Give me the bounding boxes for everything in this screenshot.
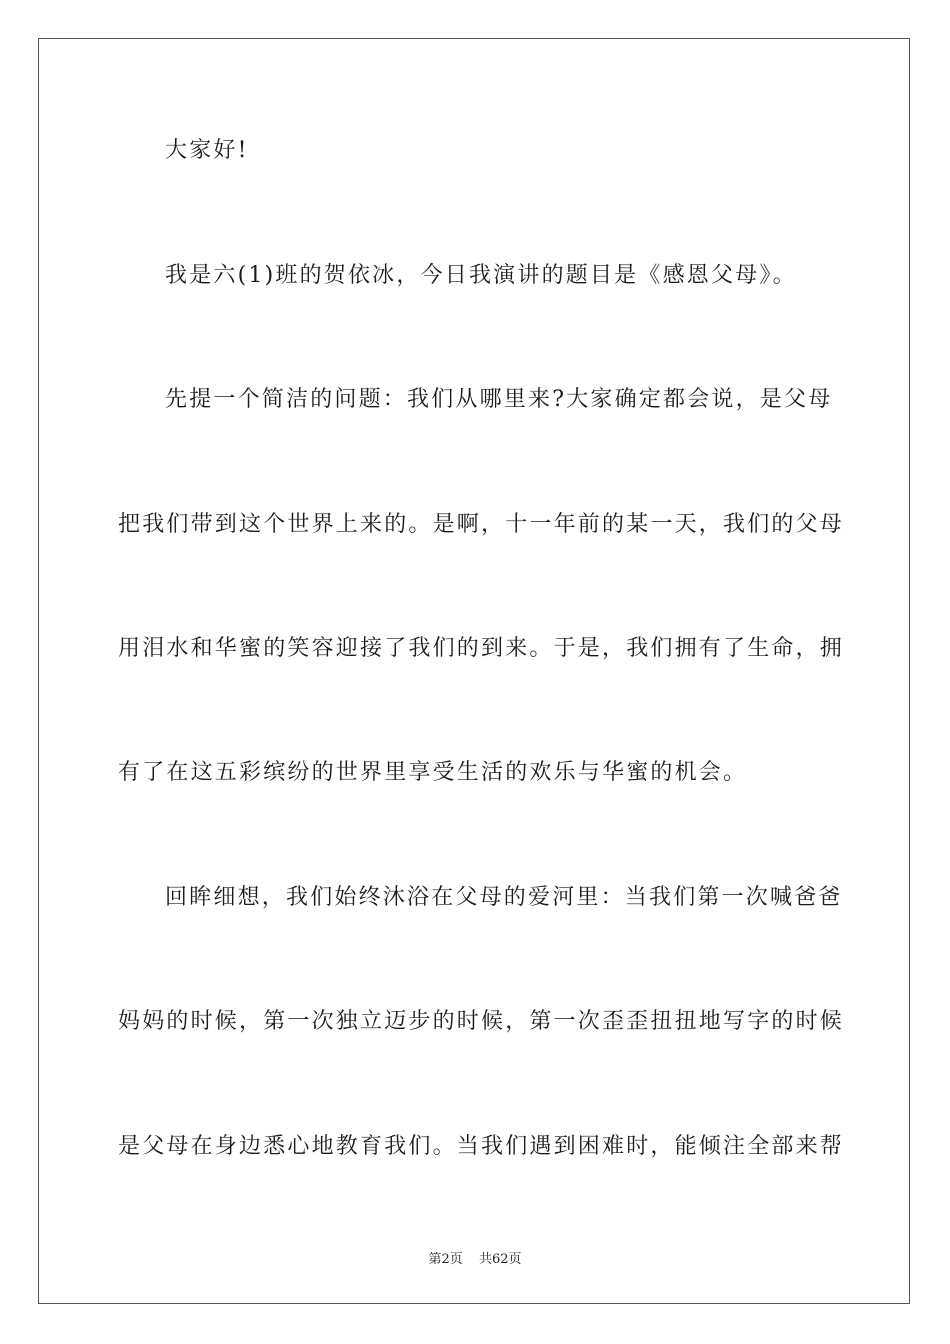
total-pages: 共62页 [478, 1252, 522, 1267]
paragraph-4-line-3: 是父母在身边悉心地教育我们。当我们遇到困难时，能倾注全部来帮 [118, 1134, 845, 1159]
paragraph-3-line-2: 把我们带到这个世界上来的。是啊，十一年前的某一天，我们的父母 [118, 512, 845, 537]
page-footer [0, 1248, 950, 1267]
paragraph-3-line-4: 有了在这五彩缤纷的世界里享受生活的欢乐与华蜜的机会。 [118, 760, 748, 785]
greeting-line: 大家好! [165, 138, 249, 163]
intro-line: 我是六(1)班的贺依冰，今日我演讲的题目是《感恩父母》。 [165, 263, 797, 288]
paragraph-4-line-1: 回眸细想，我们始终沐浴在父母的爱河里：当我们第一次喊爸爸 [165, 885, 843, 910]
page-border [38, 38, 910, 1304]
paragraph-3-line-1: 先提一个简洁的问题：我们从哪里来?大家确定都会说，是父母 [165, 387, 833, 412]
paragraph-4-line-2: 妈妈的时候，第一次独立迈步的时候，第一次歪歪扭扭地写字的时候 [118, 1009, 845, 1034]
page-number: 第2页 [428, 1252, 463, 1267]
paragraph-3-line-3: 用泪水和华蜜的笑容迎接了我们的到来。于是，我们拥有了生命，拥 [118, 636, 845, 661]
